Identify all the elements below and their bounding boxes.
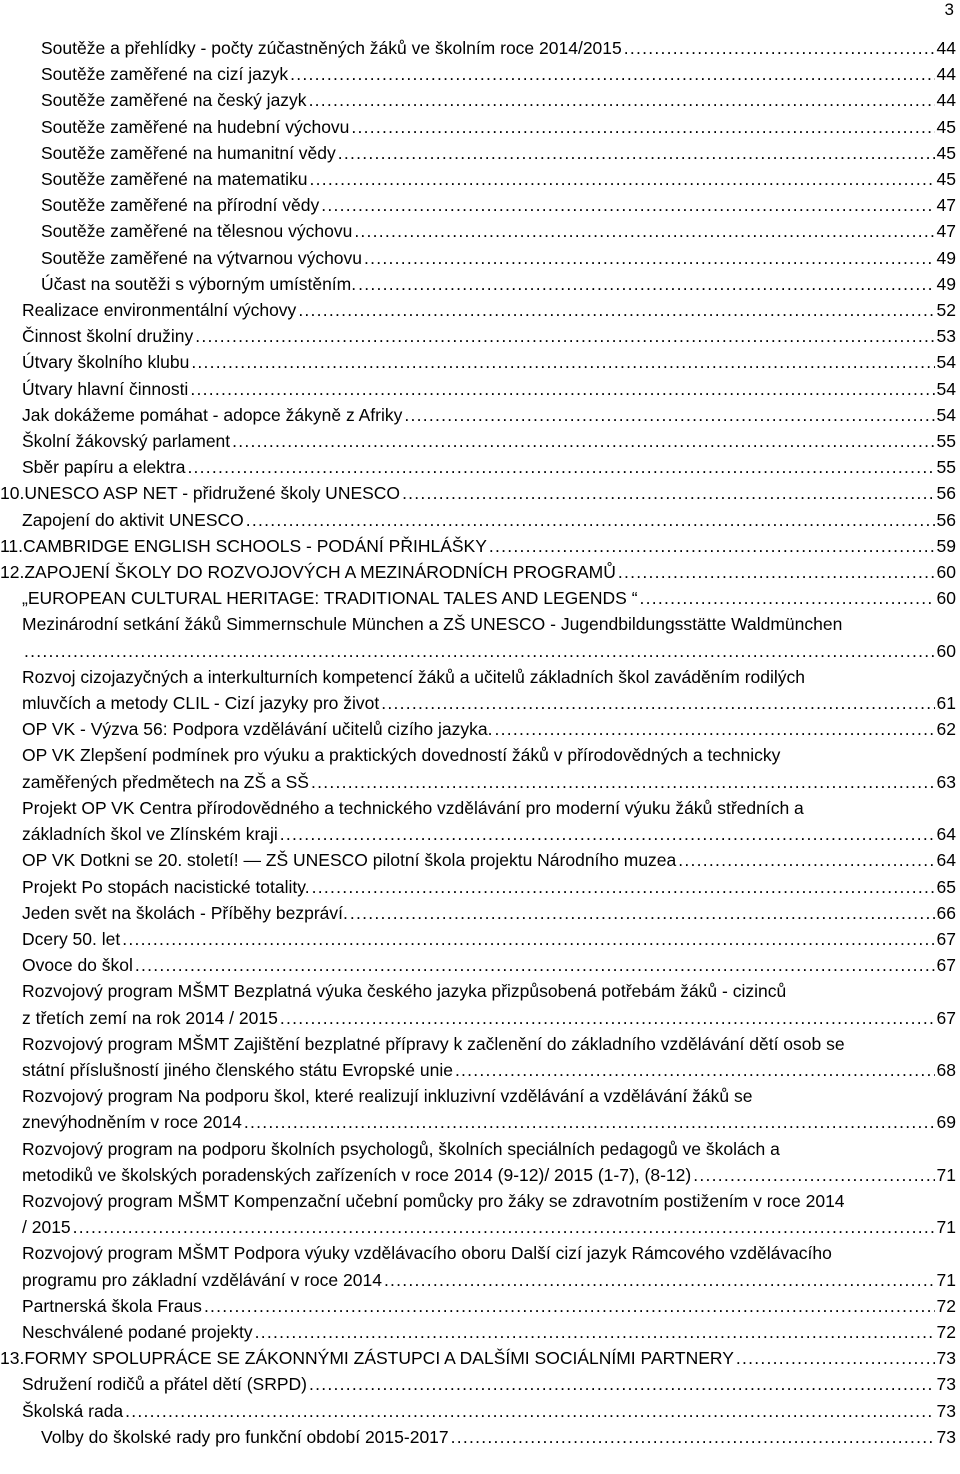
toc-page-number: 71 [936, 1269, 956, 1290]
toc-leader-dots [125, 1398, 934, 1424]
toc-leader-dots [338, 140, 935, 166]
toc-page-number: 49 [936, 273, 956, 294]
toc-entry-title: znevýhodněním v roce 2014 [22, 1112, 242, 1133]
toc-leader-dots [381, 690, 934, 716]
toc-entry-title: Partnerská škola Fraus [22, 1295, 202, 1316]
toc-entry[interactable] [0, 847, 960, 873]
table-of-contents [0, 35, 960, 1450]
toc-leader-dots [404, 402, 934, 428]
toc-entry[interactable] [0, 480, 960, 506]
toc-entry[interactable] [0, 114, 960, 140]
toc-page-number: 59 [936, 535, 956, 556]
toc-entry[interactable] [0, 585, 960, 611]
toc-leader-dots [309, 1371, 935, 1397]
toc-leader-dots [290, 61, 934, 87]
toc-leader-dots [350, 900, 935, 926]
toc-page-number: 67 [936, 955, 956, 976]
toc-page-number: 63 [936, 771, 956, 792]
toc-leader-dots [618, 559, 935, 585]
toc-entry-title: CAMBRIDGE ENGLISH SCHOOLS - PODÁNÍ PŘIHLÁŠKY [23, 535, 487, 556]
toc-entry[interactable] [0, 559, 960, 585]
toc-page-number: 62 [936, 719, 956, 740]
toc-page-number: 67 [936, 1007, 956, 1028]
toc-leader-dots [736, 1345, 935, 1371]
page-number: 3 [944, 0, 954, 19]
toc-entry[interactable] [0, 166, 960, 192]
toc-section-number: 11. [0, 535, 24, 556]
toc-leader-dots [255, 1319, 935, 1345]
toc-page-number: 67 [936, 928, 956, 949]
toc-entry-title: Soutěže zaměřené na humanitní vědy [41, 142, 336, 163]
toc-leader-dots [298, 297, 934, 323]
toc-entry-title: Rozvojový program MŠMT Kompenzační učební pomůcky pro žáky se zdravotním postižením v roce 2014 [22, 1190, 845, 1211]
toc-section-number: 13. [0, 1348, 25, 1369]
toc-leader-dots [310, 166, 935, 192]
toc-page-number: 53 [936, 326, 956, 347]
toc-leader-dots [384, 1267, 935, 1293]
toc-entry-title: Realizace environmentální výchovy [22, 300, 297, 321]
toc-page-number: 61 [936, 693, 956, 714]
toc-page-number: 45 [936, 116, 956, 137]
toc-page-number: 60 [936, 640, 956, 661]
toc-entry-title: Sdružení rodičů a přátel dětí (SRPD) [22, 1374, 307, 1395]
toc-entry-title: základních škol ve Zlínském kraji [22, 824, 278, 845]
toc-entry[interactable] [0, 978, 960, 1030]
toc-entry[interactable] [0, 140, 960, 166]
toc-leader-dots [364, 245, 935, 271]
toc-page-number: 64 [936, 824, 956, 845]
toc-entry[interactable] [0, 245, 960, 271]
toc-page-number: 44 [936, 90, 956, 111]
toc-leader-dots [678, 847, 934, 873]
toc-entry[interactable] [0, 35, 960, 61]
toc-entry[interactable] [0, 454, 960, 480]
toc-entry[interactable] [0, 87, 960, 113]
toc-page-number: 56 [936, 483, 956, 504]
toc-leader-dots [73, 1214, 935, 1240]
toc-leader-dots [455, 1057, 935, 1083]
toc-leader-dots [246, 507, 935, 533]
toc-page-number: 45 [936, 142, 956, 163]
toc-page-number: 60 [936, 562, 956, 583]
toc-leader-dots [244, 1109, 935, 1135]
toc-page-number: 65 [936, 876, 956, 897]
toc-leader-dots [321, 192, 934, 218]
toc-entry-title: programu pro základní vzdělávání v roce 2014 [22, 1269, 382, 1290]
toc-page-number: 55 [936, 457, 956, 478]
toc-entry-title: Mezinárodní setkání žáků Simmernschule München a ZŠ UNESCO - Jugendbildungsstätte Waldmünchen [22, 614, 843, 635]
toc-entry-title: Dcery 50. let [22, 928, 121, 949]
toc-leader-dots [232, 428, 934, 454]
toc-page-number: 68 [936, 1059, 956, 1080]
toc-page-number: 54 [936, 378, 956, 399]
toc-entry-title: Jeden svět na školách - Příběhy bezpráví. [22, 902, 348, 923]
toc-entry-title: Činnost školní družiny [22, 326, 194, 347]
toc-entry-title: Projekt Po stopách nacistické totality. [22, 876, 310, 897]
toc-entry[interactable] [0, 1188, 960, 1240]
toc-leader-dots [187, 454, 934, 480]
toc-entry-title: Školská rada [22, 1400, 124, 1421]
toc-entry[interactable] [0, 1398, 960, 1424]
toc-entry[interactable] [0, 664, 960, 716]
toc-entry-title: zaměřených předmětech na ZŠ a SŠ [22, 771, 309, 792]
toc-leader-dots [640, 585, 935, 611]
toc-leader-dots [358, 271, 934, 297]
toc-entry[interactable] [0, 795, 960, 847]
toc-entry-title: Zapojení do aktivit UNESCO [22, 509, 244, 530]
toc-entry[interactable] [0, 716, 960, 742]
toc-entry[interactable] [0, 349, 960, 375]
toc-page-number: 73 [936, 1374, 956, 1395]
toc-leader-dots [135, 952, 935, 978]
toc-leader-dots [280, 821, 935, 847]
toc-entry-title: mluvčích a metody CLIL - Cizí jazyky pro život [22, 693, 380, 714]
toc-entry-title: ZAPOJENÍ ŠKOLY DO ROZVOJOVÝCH A MEZINÁRODNÍCH PROGRAMŮ [24, 562, 616, 583]
toc-entry[interactable] [0, 402, 960, 428]
toc-entry-title: Sběr papíru a elektra [22, 457, 186, 478]
toc-entry-title: z třetích zemí na rok 2014 / 2015 [22, 1007, 278, 1028]
toc-page-number: 47 [936, 221, 956, 242]
toc-entry-title: Účast na soutěži s výborným umístěním. [41, 273, 357, 294]
toc-leader-dots [624, 35, 935, 61]
toc-entry[interactable] [0, 271, 960, 297]
toc-page-number: 56 [936, 509, 956, 530]
toc-page-number: 73 [936, 1348, 956, 1369]
toc-entry-title: Rozvojový program na podporu školních psychologů, školních speciálních pedagogů ve školách a [22, 1138, 780, 1159]
toc-page-number: 55 [936, 431, 956, 452]
toc-leader-dots [190, 376, 934, 402]
toc-entry[interactable] [0, 900, 960, 926]
toc-entry[interactable] [0, 61, 960, 87]
toc-entry-title: Soutěže a přehlídky - počty zúčastněných žáků ve školním roce 2014/2015 [41, 38, 622, 58]
toc-leader-dots [693, 1162, 934, 1188]
toc-entry[interactable] [0, 507, 960, 533]
toc-page-number: 44 [936, 38, 956, 58]
toc-entry-title: Soutěže zaměřené na cizí jazyk [41, 64, 289, 85]
toc-entry-title: Jak dokážeme pomáhat - adopce žákyně z Afriky [22, 404, 403, 425]
toc-entry[interactable] [0, 1424, 960, 1450]
toc-entry[interactable] [0, 297, 960, 323]
toc-page-number: 73 [936, 1400, 956, 1421]
toc-leader-dots [312, 874, 935, 900]
toc-entry-title: OP VK Dotkni se 20. století! — ZŠ UNESCO pilotní škola projektu Národního muzea [22, 850, 677, 871]
toc-entry[interactable] [0, 1345, 960, 1371]
toc-page-number: 44 [936, 64, 956, 85]
toc-leader-dots [402, 480, 934, 506]
toc-entry-title: Soutěže zaměřené na hudební výchovu [41, 116, 350, 137]
toc-leader-dots [309, 87, 935, 113]
toc-page-number: 72 [936, 1321, 956, 1342]
toc-leader-dots [451, 1424, 935, 1450]
toc-page-number: 52 [936, 300, 956, 321]
toc-page-number: 72 [936, 1295, 956, 1316]
toc-leader-dots [204, 1293, 935, 1319]
toc-entry-title: Projekt OP VK Centra přírodovědného a technického vzdělávání pro moderní výuku žáků středních a [22, 797, 804, 818]
toc-entry[interactable] [0, 1240, 960, 1292]
toc-page-number: 73 [936, 1426, 956, 1447]
toc-entry-title: „EUROPEAN CULTURAL HERITAGE: TRADITIONAL TALES AND LEGENDS “ [22, 588, 638, 609]
toc-entry[interactable] [0, 952, 960, 978]
toc-page-number: 54 [936, 404, 956, 425]
toc-entry[interactable] [0, 323, 960, 349]
toc-entry-title: Útvary školního klubu [22, 352, 190, 373]
toc-entry-title: / 2015 [22, 1217, 71, 1238]
toc-entry[interactable] [0, 874, 960, 900]
toc-page-number: 64 [936, 850, 956, 871]
toc-leader-dots [280, 1005, 935, 1031]
toc-entry-title: FORMY SPOLUPRÁCE SE ZÁKONNÝMI ZÁSTUPCI A DALŠÍMI SOCIÁLNÍMI PARTNERY [24, 1348, 734, 1369]
toc-leader-dots [494, 716, 934, 742]
toc-page-number: 66 [936, 902, 956, 923]
toc-entry-title: Soutěže zaměřené na tělesnou výchovu [41, 221, 353, 242]
toc-entry-title: Soutěže zaměřené na český jazyk [41, 90, 307, 111]
toc-page-number: 71 [936, 1164, 956, 1185]
toc-entry[interactable] [0, 742, 960, 794]
toc-entry[interactable] [0, 611, 960, 663]
toc-leader-dots [354, 218, 934, 244]
toc-leader-dots [122, 926, 934, 952]
toc-entry-title: metodiků ve školských poradenských zařízeních v roce 2014 (9-12)/ 2015 (1-7), (8-12) [22, 1164, 692, 1185]
toc-entry-title: Útvary hlavní činnosti [22, 378, 189, 399]
toc-entry[interactable] [0, 1136, 960, 1188]
toc-entry-title: Školní žákovský parlament [22, 431, 231, 452]
toc-entry[interactable] [0, 1319, 960, 1345]
toc-entry[interactable] [0, 533, 960, 559]
toc-page-number: 54 [936, 352, 956, 373]
toc-entry-title: Soutěže zaměřené na přírodní vědy [41, 195, 320, 216]
toc-entry-title: OP VK Zlepšení podmínek pro výuku a praktických dovedností žáků v přírodovědných a technicky [22, 745, 781, 766]
toc-entry[interactable] [0, 192, 960, 218]
toc-entry-title: Ovoce do škol [22, 955, 133, 976]
toc-entry[interactable] [0, 1083, 960, 1135]
toc-page-number: 47 [936, 195, 956, 216]
toc-entry[interactable] [0, 1371, 960, 1397]
toc-leader-dots [489, 533, 935, 559]
toc-leader-dots [311, 769, 935, 795]
toc-entry-title: státní příslušností jiného členského státu Evropské unie [22, 1059, 453, 1080]
toc-entry[interactable] [0, 218, 960, 244]
toc-entry-title: Rozvojový program MŠMT Bezplatná výuka českého jazyka přizpůsobená potřebám žáků - cizinců [22, 981, 787, 1002]
toc-entry-title: Rozvoj cizojazyčných a interkulturních kompetencí žáků a učitelů základních škol zaváděním rodilých [22, 666, 806, 687]
toc-entry-title: Rozvojový program MŠMT Zajištění bezplatné přípravy k začlenění do základního vzdělávání dětí osob se [22, 1033, 845, 1054]
toc-leader-dots [195, 323, 934, 349]
toc-page-number: 69 [936, 1112, 956, 1133]
toc-entry[interactable] [0, 1031, 960, 1083]
toc-entry-title: Soutěže zaměřené na matematiku [41, 169, 308, 190]
toc-page-number: 71 [936, 1217, 956, 1238]
toc-entry-title: Rozvojový program MŠMT Podpora výuky vzdělávacího oboru Další cizí jazyk Rámcového vzdělávacího [22, 1243, 832, 1264]
toc-entry[interactable] [0, 926, 960, 952]
toc-entry[interactable] [0, 428, 960, 454]
toc-entry-title: Soutěže zaměřené na výtvarnou výchovu [41, 247, 363, 268]
toc-page-number: 49 [936, 247, 956, 268]
toc-leader-dots [191, 349, 934, 375]
toc-section-number: 12. [0, 562, 25, 583]
toc-entry[interactable] [0, 376, 960, 402]
toc-leader-dots [24, 638, 935, 664]
toc-entry[interactable] [0, 1293, 960, 1319]
toc-section-number: 10. [0, 483, 25, 504]
toc-leader-dots [351, 114, 934, 140]
toc-page-number: 45 [936, 169, 956, 190]
toc-entry-title: Rozvojový program Na podporu škol, které realizují inkluzivní vzdělávání a vzdělávání žáků se [22, 1086, 753, 1107]
toc-page-number: 60 [936, 588, 956, 609]
toc-entry-title: UNESCO ASP NET - přidružené školy UNESCO [24, 483, 401, 504]
toc-entry-title: Volby do školské rady pro funkční období 2015-2017 [41, 1426, 449, 1447]
toc-entry-title: Neschválené podané projekty [22, 1321, 253, 1342]
toc-entry-title: OP VK - Výzva 56: Podpora vzdělávání učitelů cizího jazyka. [22, 719, 493, 740]
